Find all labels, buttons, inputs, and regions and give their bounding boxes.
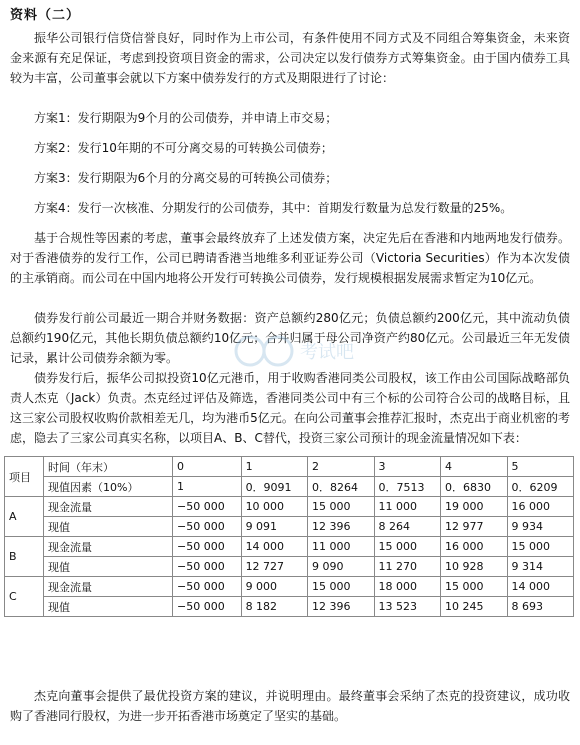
table-cell: 15 000 <box>374 537 440 557</box>
row-label-cash: 现金流量 <box>44 577 173 597</box>
table-row-a-pv <box>5 517 574 537</box>
table-cell: 11 270 <box>374 557 440 577</box>
section-heading: 资料（二） <box>10 8 81 23</box>
table-factor-cell: 1 <box>173 477 242 497</box>
row-label-pv: 现值 <box>44 557 173 577</box>
plan-item-3: 方案3：发行期限为6个月的分离交易的可转换公司债券； <box>34 171 338 185</box>
table-factor-cell: 0．6830 <box>441 477 507 497</box>
table-cell: 9 934 <box>507 517 574 537</box>
table-row-years <box>5 457 574 477</box>
table-cell: 11 000 <box>308 537 374 557</box>
table-cell: 18 000 <box>374 577 440 597</box>
table-row-a-cash <box>5 497 574 517</box>
table-cell: 9 000 <box>241 577 307 597</box>
paragraph-financials: 债券发行前公司最近一期合并财务数据：资产总额约280亿元；负债总额约200亿元，其中流动负债总额约190亿元，其他长期负债总额约10亿元；合并归属于母公司净资产约80亿元。公司最近三年无发债记录，累计公司债券余额为零。 <box>10 311 570 365</box>
table-cell: 15 000 <box>507 537 574 557</box>
table-row-b-pv <box>5 557 574 577</box>
project-b-label: B <box>5 537 44 577</box>
paragraph-acquisition: 债券发行后，振华公司拟投资10亿元港币，用于收购香港同类公司股权，该工作由公司国际战略部负责人杰克（Jack）负责。杰克经过评估及筛选，香港同类公司中有三个标的公司符合公司的战略目标，且这三家公司股权收购价款相差无几，均为港币5亿元。在向公司董事会推荐汇报时，杰克出于商业机密的考虑，隐去了三家公司真实名称，以项目A、B、C替代，投资三家公司预计的现金流量情况如下表： <box>10 371 570 445</box>
paragraph-bond-decision: 基于合规性等因素的考虑，董事会最终放弃了上述发债方案，决定先后在香港和内地两地发行债券。对于香港债券的发行工作，公司已聘请香港当地维多利亚证券公司（Victoria Securities）作为本次发债的主承销商。而公司在中国内地将公开发行可转换公司债券，发行规模根据发展需求暂定为10亿元。 <box>10 231 570 285</box>
table-cell: 10 928 <box>441 557 507 577</box>
table-cell: 15 000 <box>308 577 374 597</box>
table-cell: −50 000 <box>173 537 242 557</box>
table-year-cell: 3 <box>374 457 440 477</box>
table-cell: −50 000 <box>173 597 242 617</box>
table-cell: 8 264 <box>374 517 440 537</box>
project-a-label: A <box>5 497 44 537</box>
table-year-cell: 2 <box>308 457 374 477</box>
table-cell: 10 000 <box>241 497 307 517</box>
table-cell: 12 727 <box>241 557 307 577</box>
table-cell: 9 314 <box>507 557 574 577</box>
table-factor-cell: 0．7513 <box>374 477 440 497</box>
table-year-cell: 5 <box>507 457 574 477</box>
table-cell: 16 000 <box>441 537 507 557</box>
table-header-time: 时间（年末） <box>44 457 173 477</box>
table-header-factor: 现值因素（10%） <box>44 477 173 497</box>
table-cell: 9 091 <box>241 517 307 537</box>
table-cell: −50 000 <box>173 497 242 517</box>
table-row-factors <box>5 477 574 497</box>
table-row-c-cash <box>5 577 574 597</box>
table-cell: 8 693 <box>507 597 574 617</box>
project-c-label: C <box>5 577 44 617</box>
table-cell: −50 000 <box>173 557 242 577</box>
table-factor-cell: 0．9091 <box>241 477 307 497</box>
table-cell: 15 000 <box>308 497 374 517</box>
table-cell: 9 090 <box>308 557 374 577</box>
table-header-project: 项目 <box>5 457 44 497</box>
table-year-cell: 0 <box>173 457 242 477</box>
plan-item-1: 方案1：发行期限为9个月的公司债券，并申请上市交易； <box>34 111 338 125</box>
table-year-cell: 4 <box>441 457 507 477</box>
table-year-cell: 1 <box>241 457 307 477</box>
table-cell: −50 000 <box>173 577 242 597</box>
row-label-pv: 现值 <box>44 517 173 537</box>
cash-flow-table <box>4 456 574 617</box>
table-cell: 15 000 <box>441 577 507 597</box>
row-label-cash: 现金流量 <box>44 537 173 557</box>
table-cell: 12 977 <box>441 517 507 537</box>
table-cell: 16 000 <box>507 497 574 517</box>
plan-item-2: 方案2：发行10年期的不可分离交易的可转换公司债券； <box>34 141 333 155</box>
table-cell: 12 396 <box>308 517 374 537</box>
table-cell: 13 523 <box>374 597 440 617</box>
paragraph-conclusion: 杰克向董事会提供了最优投资方案的建议，并说明理由。最终董事会采纳了杰克的投资建议，成功收购了香港同行股权，为进一步开拓香港市场奠定了坚实的基础。 <box>10 689 570 723</box>
table-cell: 10 245 <box>441 597 507 617</box>
table-cell: 12 396 <box>308 597 374 617</box>
watermark-text: 考试吧 <box>300 342 354 363</box>
table-cell: 14 000 <box>241 537 307 557</box>
row-label-pv: 现值 <box>44 597 173 617</box>
paragraph-intro: 振华公司银行信贷信誉良好，同时作为上市公司，有条件使用不同方式及不同组合筹集资金，未来资金来源有充足保证，考虑到投资项目资金的需求，公司决定以发行债券方式筹集资金。由于国内债券工具较为丰富，公司董事会就以下方案中债券发行的方式及期限进行了讨论： <box>10 31 570 85</box>
table-cell: 11 000 <box>374 497 440 517</box>
table-row-b-cash <box>5 537 574 557</box>
table-cell: 14 000 <box>507 577 574 597</box>
table-cell: 8 182 <box>241 597 307 617</box>
table-factor-cell: 0．6209 <box>507 477 574 497</box>
table-cell: 19 000 <box>441 497 507 517</box>
table-row-c-pv <box>5 597 574 617</box>
table-cell: −50 000 <box>173 517 242 537</box>
plan-item-4: 方案4：发行一次核准、分期发行的公司债券，其中：首期发行数量为总发行数量的25%。 <box>34 201 513 215</box>
row-label-cash: 现金流量 <box>44 497 173 517</box>
table-factor-cell: 0．8264 <box>308 477 374 497</box>
